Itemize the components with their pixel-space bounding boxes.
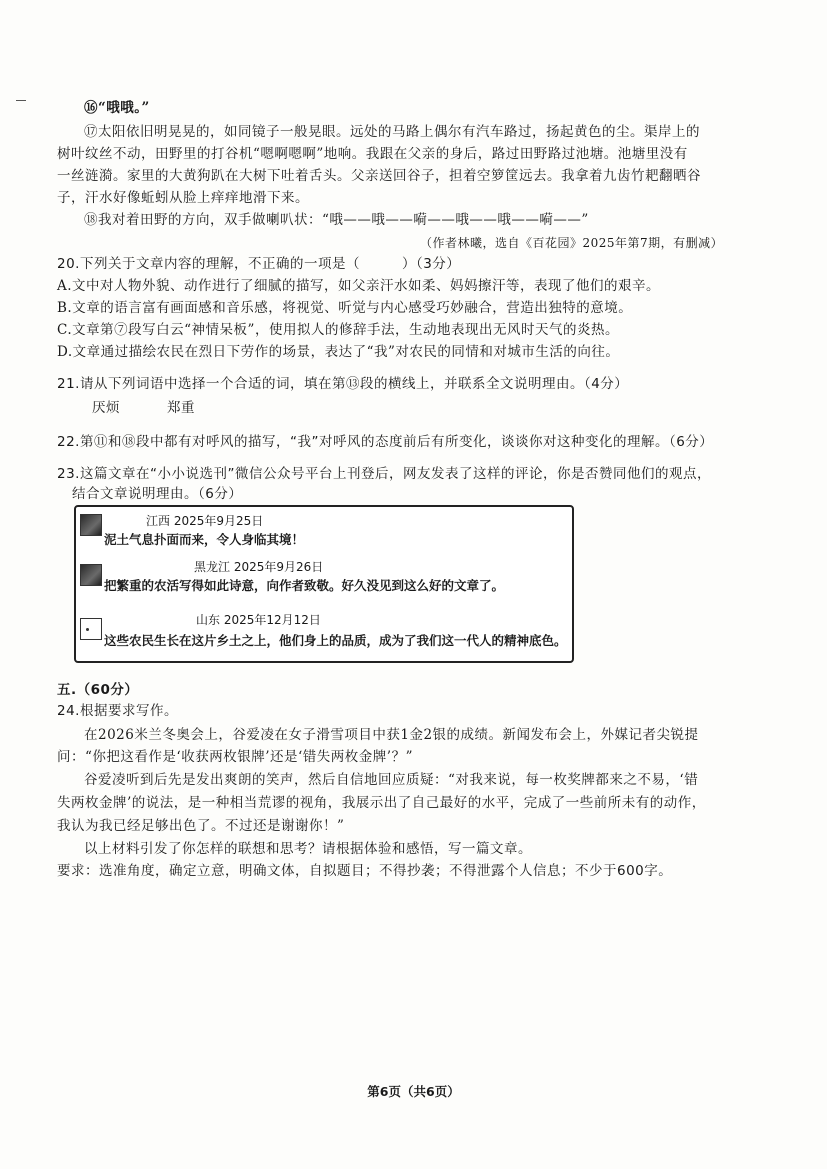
avatar — [80, 514, 102, 536]
question-21-stem: 21.请从下列词语中选择一个合适的词，填在第⑬段的横线上，并联系全文说明理由。（4分） — [57, 376, 629, 392]
material-line-2: 问：“你把这看作是‘收获两枚银牌’还是‘错失两枚金牌’？” — [57, 749, 413, 765]
comment-3-text: 这些农民生长在这片乡土之上，他们身上的品质，成为了我们这一代人的精神底色。 — [104, 633, 567, 648]
material-line-1: 在2026米兰冬奥会上，谷爱凌在女子滑雪项目中获1金2银的成绩。新闻发布会上，外媒记者尖锐提 — [84, 727, 699, 743]
avatar — [80, 564, 102, 586]
passage-source: （作者林曦，选自《百花园》2025年第7期，有删减） — [420, 236, 724, 250]
question-23-stem-line-1: 23.这篇文章在“小小说选刊”微信公众号平台上刊登后，网友发表了这样的评论，你是否赞同他们的观点， — [57, 466, 711, 482]
comment-2-meta: 黑龙江 2025年9月26日 — [194, 560, 324, 574]
paragraph-18: ⑱我对着田野的方向，双手做喇叭状：“哦——哦——嗬——哦——哦——嗬——” — [84, 212, 589, 228]
page-footer: 第6页（共6页） — [367, 1084, 460, 1099]
paragraph-17-line-4: 子，汗水好像蚯蚓从脸上痒痒地滑下来。 — [57, 190, 309, 206]
comment-1-meta: 江西 2025年9月25日 — [146, 514, 264, 528]
question-20-option-a: A.文中对人物外貌、动作进行了细腻的描写，如父亲汗水如柔、妈妈擦汗等，表现了他们的艰辛。 — [57, 278, 661, 294]
writing-prompt: 以上材料引发了你怎样的联想和思考？请根据体验和感悟，写一篇文章。 — [84, 841, 532, 857]
question-21-word-2: 郑重 — [167, 400, 195, 416]
comment-2-text: 把繁重的农活写得如此诗意，向作者致敬。好久没见到这么好的文章了。 — [104, 578, 505, 593]
paragraph-17-line-1: ⑰太阳依旧明晃晃的，如同镜子一般晃眼。远处的马路上偶尔有汽车路过，扬起黄色的尘。渠岸上的 — [84, 124, 700, 140]
question-20-option-c: C.文章第⑦段写白云“神情呆板”，使用拟人的修辞手法，生动地表现出无风时天气的炎热。 — [57, 322, 619, 338]
section-5-heading: 五.（60分） — [57, 682, 139, 698]
question-24-stem: 24.根据要求写作。 — [57, 703, 178, 719]
comment-1-text: 泥土气息扑面而来，令人身临其境！ — [104, 532, 305, 547]
question-20-option-b: B.文章的语言富有画面感和音乐感，将视觉、听觉与内心感受巧妙融合，营造出独特的意境。 — [57, 300, 633, 316]
comment-box — [74, 505, 574, 663]
question-20-option-d: D.文章通过描绘农民在烈日下劳作的场景，表达了“我”对农民的同情和对城市生活的向往。 — [57, 344, 620, 360]
question-21-word-1: 厌烦 — [92, 400, 120, 416]
margin-mark — [16, 100, 26, 101]
material-line-3: 谷爱凌听到后先是发出爽朗的笑声，然后自信地回应质疑：“对我来说，每一枚奖牌都来之不易，‘错 — [84, 772, 699, 788]
paragraph-17-line-3: 一丝涟漪。家里的大黄狗趴在大树下吐着舌头。父亲送回谷子，担着空箩筐远去。我拿着九齿竹耙翻晒谷 — [57, 168, 701, 184]
question-22-stem: 22.第⑪和⑱段中都有对呼风的描写，“我”对呼风的态度前后有所变化，谈谈你对这种变化的理解。（6分） — [57, 434, 714, 450]
material-line-5: 我认为我已经足够出色了。不过还是谢谢你！” — [57, 818, 345, 834]
question-23-stem-line-2: 结合文章说明理由。（6分） — [72, 486, 243, 502]
question-20-stem: 20.下列关于文章内容的理解，不正确的一项是（ ）（3分） — [57, 256, 461, 272]
paragraph-16: ⑯“哦哦。” — [84, 100, 150, 116]
material-line-4: 失两枚金牌’的说法，是一种相当荒谬的视角，我展示出了自己最好的水平，完成了一些前所未有的动作， — [57, 795, 706, 811]
paragraph-17-line-2: 树叶纹丝不动，田野里的打谷机“嗯啊嗯啊”地响。我跟在父亲的身后，路过田野路过池塘。池塘里没有 — [57, 146, 688, 162]
writing-requirement: 要求：选准角度，确定立意，明确文体，自拟题目；不得抄袭；不得泄露个人信息；不少于600字。 — [57, 863, 673, 879]
comment-3-meta: 山东 2025年12月12日 — [196, 613, 321, 627]
avatar — [80, 618, 102, 640]
